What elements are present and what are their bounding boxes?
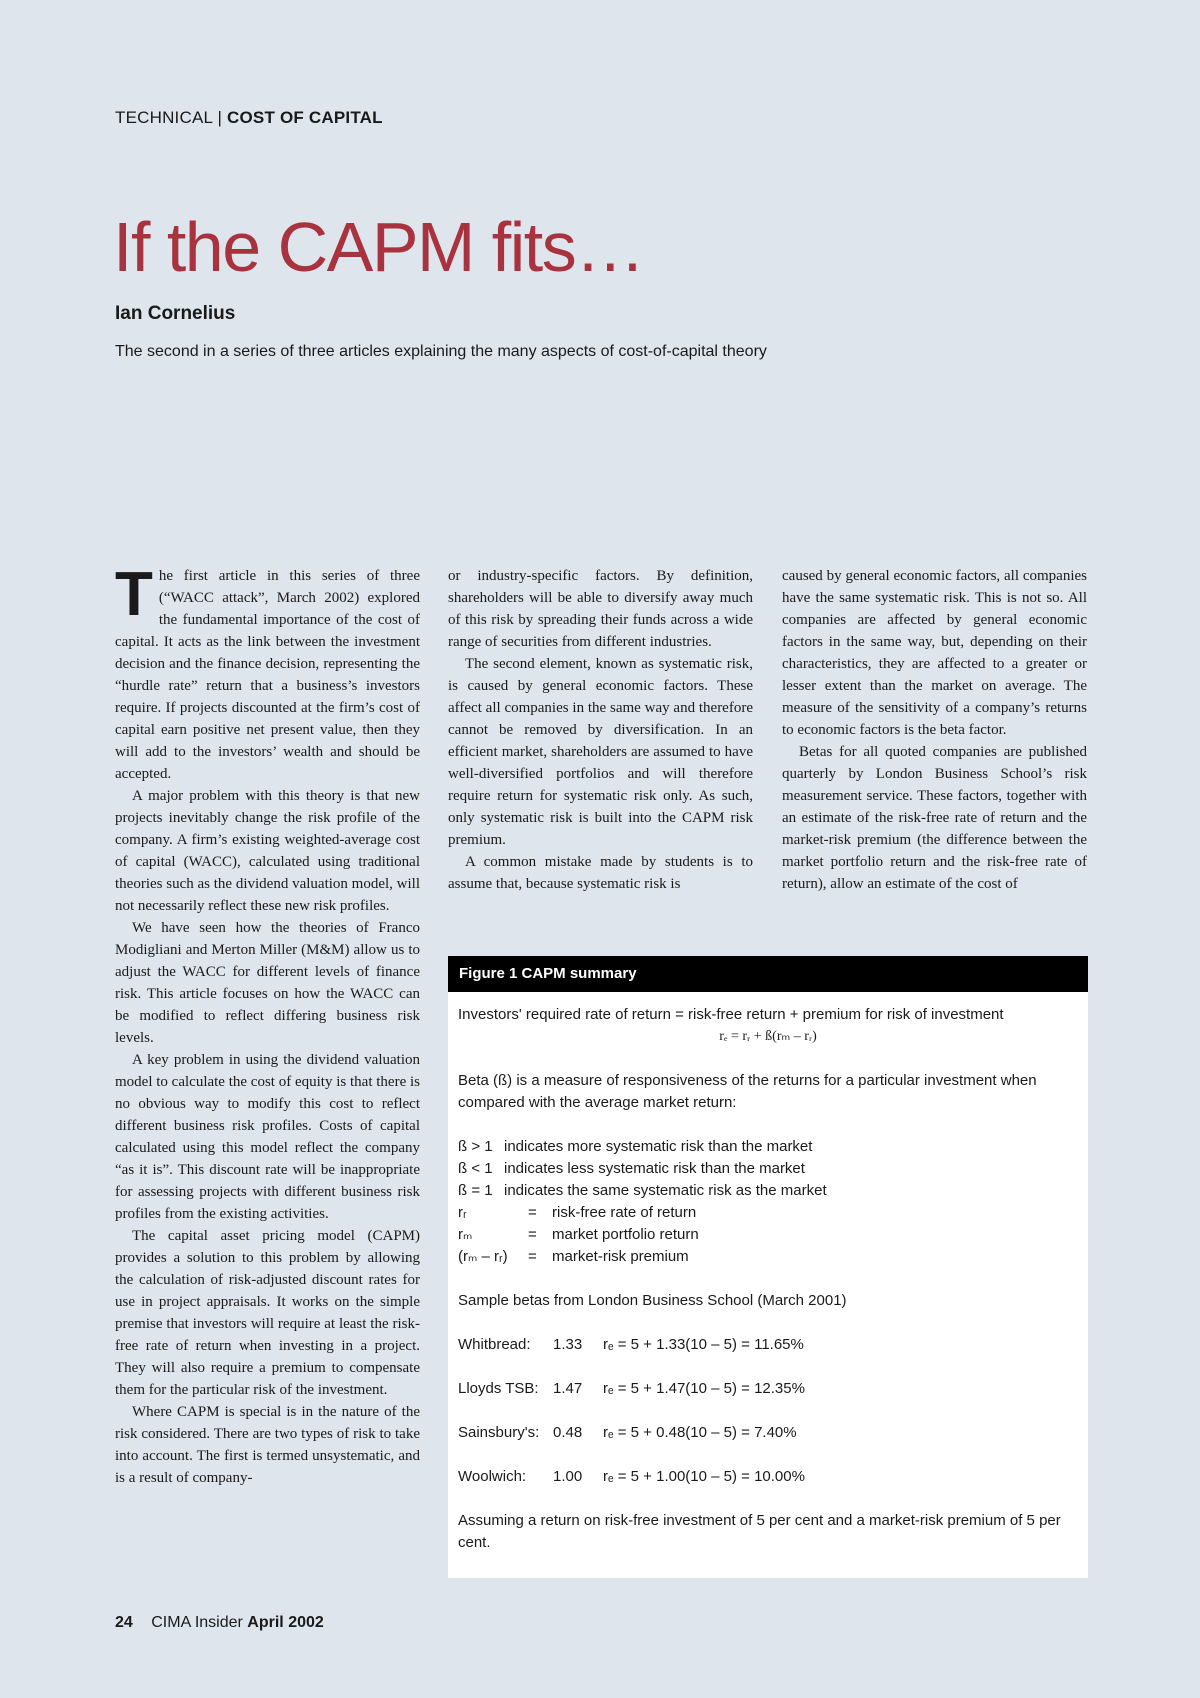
paragraph: The second element, known as systematic risk, is caused by general economic factors. These affect all companies in the same way and therefore cannot be removed by diversification. In an efficient market, shareholders are assumed to have well-diversified portfolios and will therefore require return for systematic risk only. As such, only systematic risk is built into the CAPM risk premium. bbox=[448, 656, 753, 848]
section-separator: | bbox=[217, 108, 223, 127]
sample-row: Whitbread: 1.33 rₑ = 5 + 1.33(10 – 5) = 11.65% bbox=[458, 1336, 804, 1353]
article-standfirst: The second in a series of three articles explaining the many aspects of cost-of-capital theory bbox=[115, 343, 767, 360]
beta-rule: ß = 1 indicates the same systematic risk as the market bbox=[458, 1182, 827, 1199]
paragraph: Where CAPM is special is in the nature of the risk considered. There are two types of risk to take into account. The first is termed unsystematic, and is a result of company- bbox=[115, 1404, 420, 1486]
paragraph: A major problem with this theory is that new projects inevitably change the risk profile of the company. A firm’s existing weighted-average cost of capital (WACC), calculated using traditional theories such as the dividend valuation model, will not necessarily reflect these new risk profiles. bbox=[115, 788, 420, 914]
paragraph: A key problem in using the dividend valuation model to calculate the cost of equity is that there is no obvious way to modify this cost to reflect different business risk profiles. Costs of capital calculated using this model reflect the company “as it is”. This discount rate will be inappropriate for assessing projects with different business risk profiles from the existing activities. bbox=[115, 1052, 420, 1222]
sample-row: Sainsbury's: 0.48 rₑ = 5 + 0.48(10 – 5) = 7.40% bbox=[458, 1424, 797, 1441]
figure-body bbox=[448, 992, 1088, 1554]
text-column-2 bbox=[448, 565, 753, 935]
section-name: TECHNICAL bbox=[115, 108, 213, 127]
definition-row: rᵣ = risk-free rate of return bbox=[458, 1204, 697, 1221]
page-number: 24 bbox=[115, 1614, 133, 1631]
text-column-1 bbox=[115, 565, 420, 1580]
paragraph: We have seen how the theories of Franco Modigliani and Merton Miller (M&M) allow us to adjust the WACC for different levels of finance risk. This article focuses on how the WACC can be modified to reflect differing business risk levels. bbox=[115, 920, 420, 1046]
beta-definition: Beta (ß) is a measure of responsiveness of the returns for a particular investment when compared with the average market return: bbox=[458, 1072, 1037, 1111]
beta-rule: ß < 1 indicates less systematic risk than the market bbox=[458, 1160, 805, 1177]
page-footer bbox=[115, 1614, 324, 1632]
figure-line: Investors' required rate of return = risk-free return + premium for risk of investment bbox=[458, 1006, 1004, 1023]
issue-date: April 2002 bbox=[247, 1614, 324, 1631]
sample-row: Woolwich: 1.00 rₑ = 5 + 1.00(10 – 5) = 10.00% bbox=[458, 1468, 805, 1485]
sample-heading: Sample betas from London Business School (March 2001) bbox=[458, 1292, 847, 1309]
article-title: If the CAPM fits… bbox=[113, 208, 644, 286]
text-column-3 bbox=[782, 565, 1087, 935]
definition-row: (rₘ – rᵣ) = market-risk premium bbox=[458, 1248, 689, 1265]
figure-capm-summary bbox=[448, 956, 1088, 1578]
drop-cap: T bbox=[115, 565, 153, 629]
publication-name: CIMA Insider bbox=[151, 1614, 243, 1631]
paragraph: or industry-specific factors. By definition, shareholders will be able to diversify away much of this risk by spreading their funds across a wide range of securities from different industries. bbox=[448, 568, 753, 650]
sample-row: Lloyds TSB: 1.47 rₑ = 5 + 1.47(10 – 5) = 12.35% bbox=[458, 1380, 805, 1397]
paragraph: caused by general economic factors, all companies have the same systematic risk. This is not so. All companies are affected by general economic factors in the same way, but, depending on their characteristics, they are affected to a greater or lesser extent than the market on average. The measure of the sensitivity of a company’s returns to economic factors is the beta factor. bbox=[782, 568, 1087, 738]
paragraph: The capital asset pricing model (CAPM) provides a solution to this problem by allowing the calculation of risk-adjusted discount rates for use in project appraisals. It works on the simple premise that investors will require at least the risk-free rate of return when investing in a project. They will also require a premium to compensate them for the particular risk of the investment. bbox=[115, 1228, 420, 1398]
paragraph: A common mistake made by students is to assume that, because systematic risk is bbox=[448, 854, 753, 892]
figure-assumption: Assuming a return on risk-free investment of 5 per cent and a market-risk premium of 5 per cent. bbox=[458, 1512, 1061, 1551]
figure-label: Figure 1 CAPM summary bbox=[448, 956, 1088, 992]
definition-row: rₘ = market portfolio return bbox=[458, 1226, 699, 1243]
article-author: Ian Cornelius bbox=[115, 303, 236, 324]
paragraph: Betas for all quoted companies are published quarterly by London Business School’s risk measurement service. These factors, together with an estimate of the risk-free rate of return and the market-risk premium (the difference between the market portfolio return and the risk-free rate of return), allow an estimate of the cost of bbox=[782, 744, 1087, 892]
section-topic: COST OF CAPITAL bbox=[227, 108, 383, 127]
capm-formula: rₑ = rᵣ + ß(rₘ – rᵣ) bbox=[719, 1029, 817, 1044]
beta-rule: ß > 1 indicates more systematic risk than the market bbox=[458, 1138, 813, 1155]
paragraph: The first article in this series of three (“WACC attack”, March 2002) explored the fundamental importance of the cost of capital. It acts as the link between the investment decision and the finance decision, representing the “hurdle rate” return that a business’s investors require. If projects discounted at the firm’s cost of capital earn positive net present value, then they will add to the investors’ wealth and should be accepted. bbox=[115, 565, 420, 782]
section-label bbox=[115, 108, 383, 128]
